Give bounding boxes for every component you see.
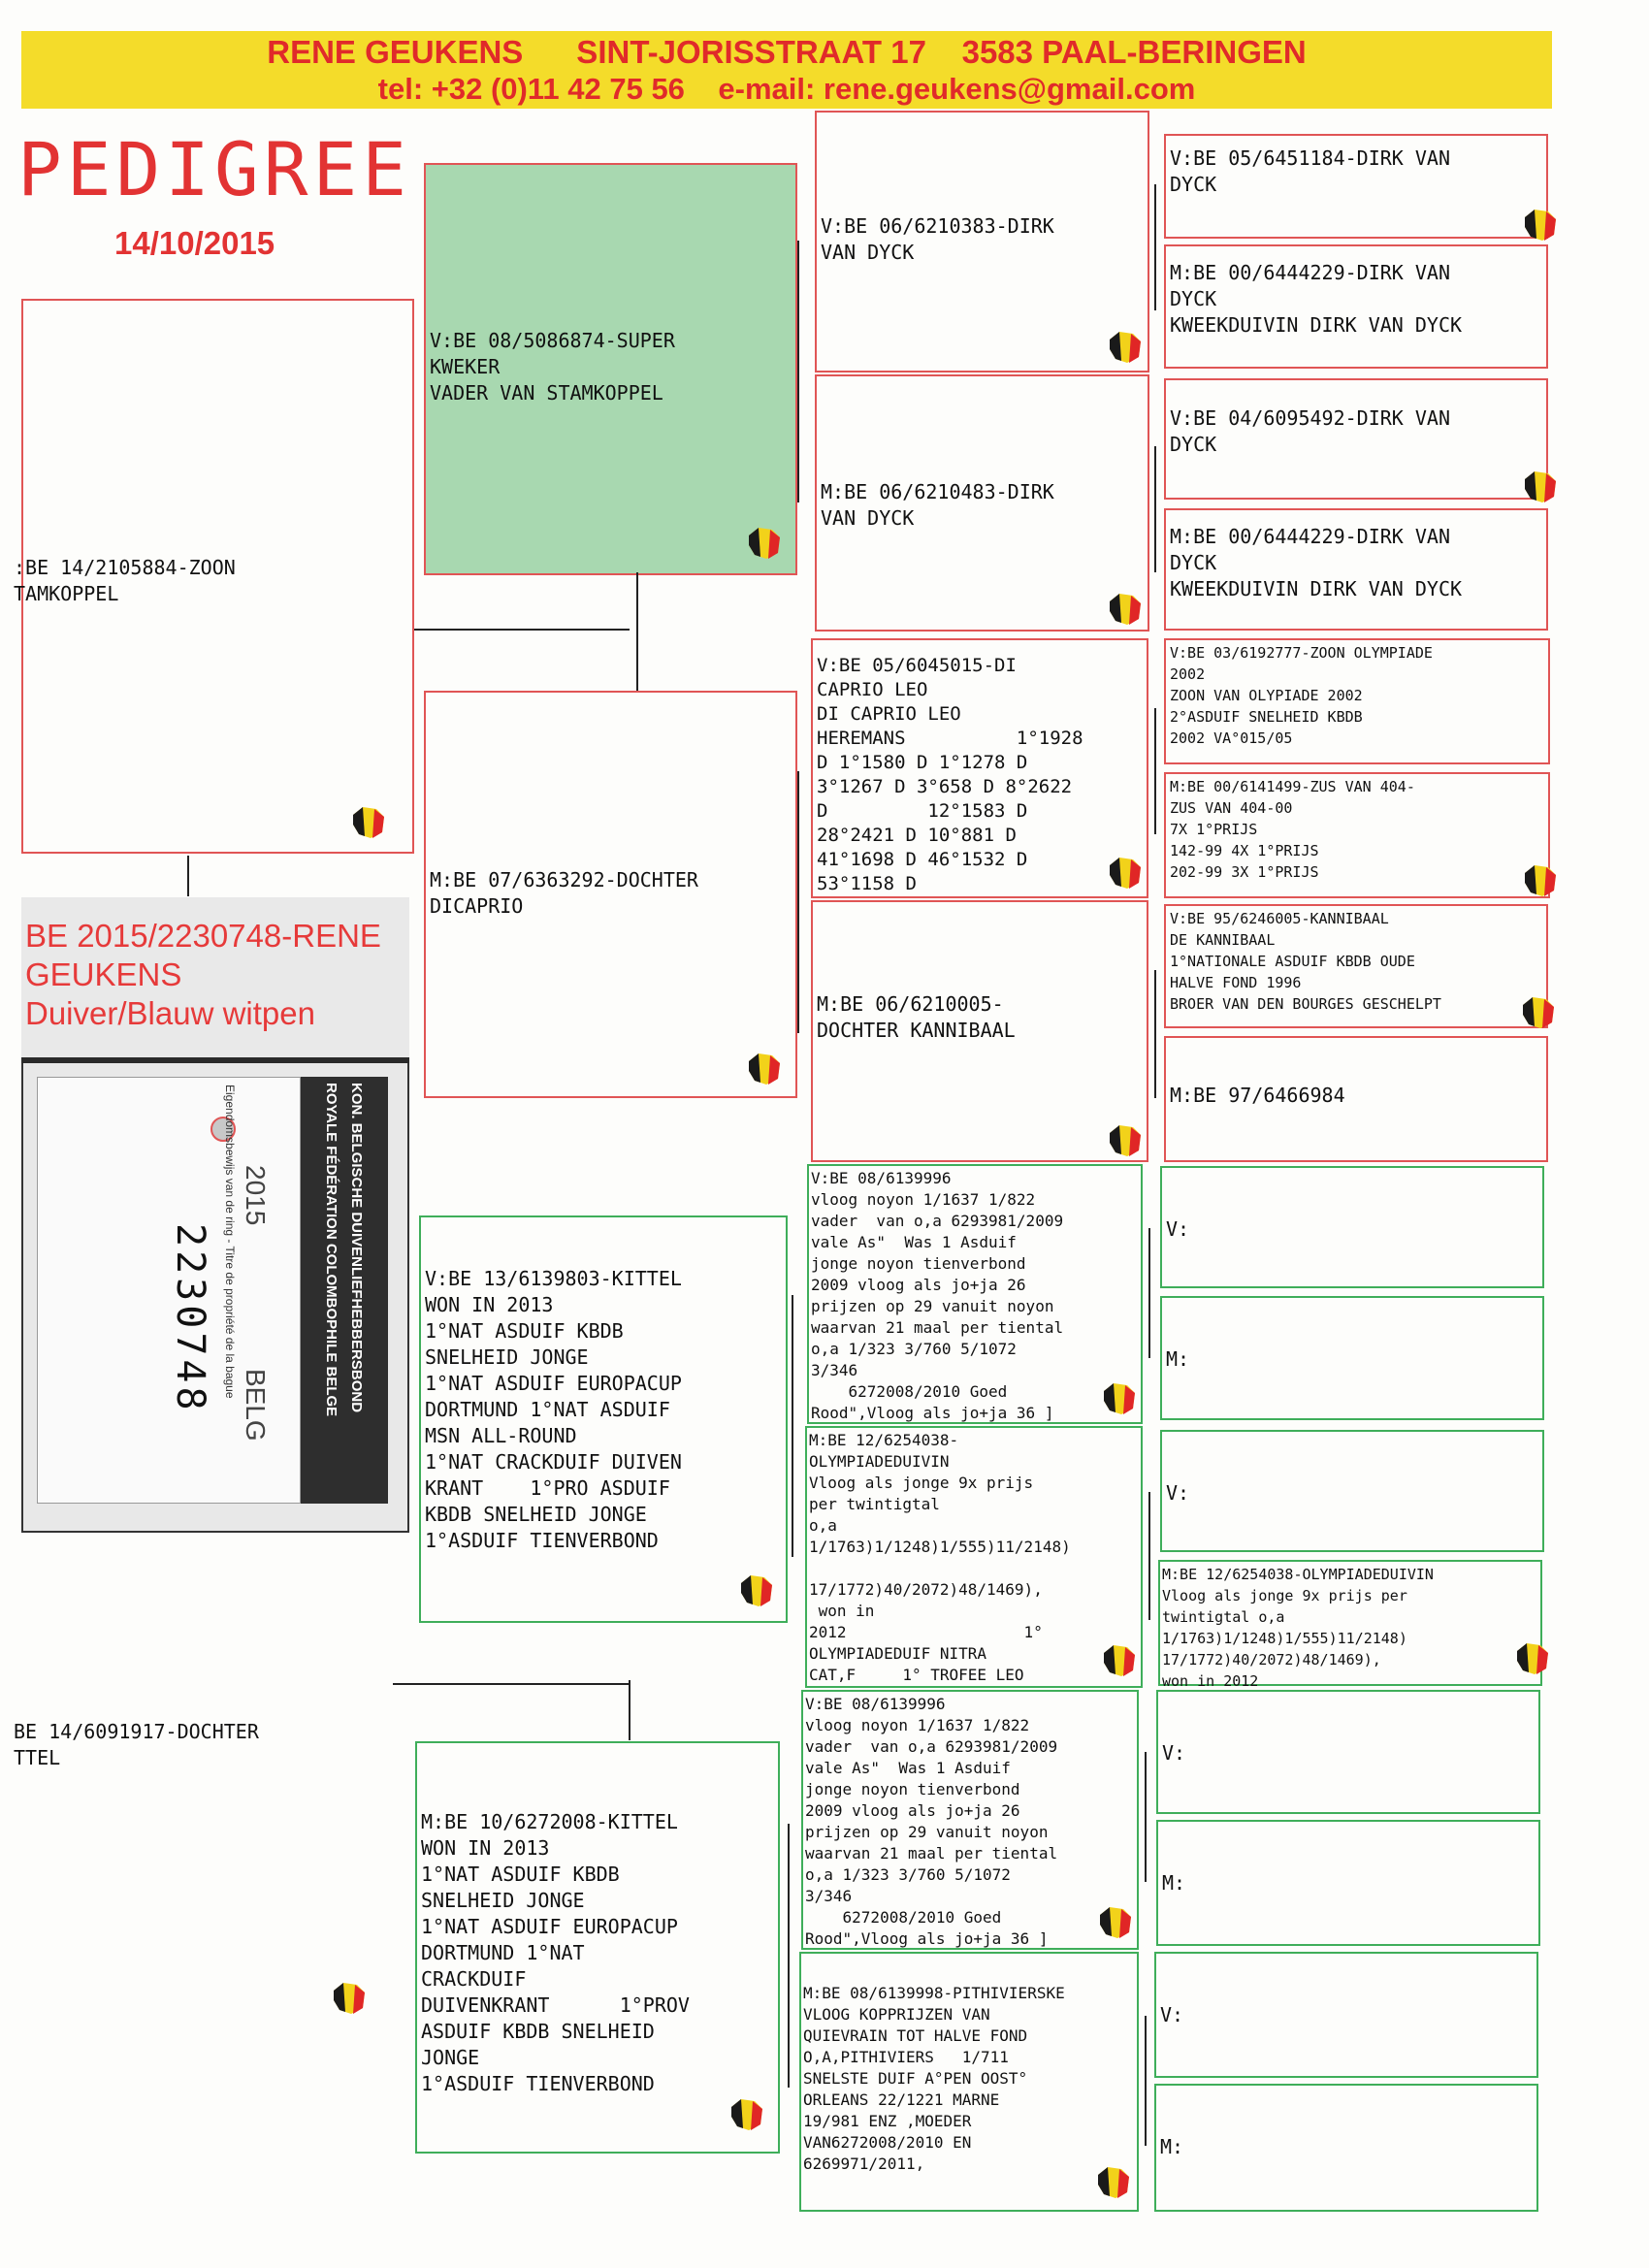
subject-sire-text: :BE 14/2105884-ZOON TAMKOPPEL: [14, 556, 236, 605]
belgian-map-flag-icon: [728, 2095, 766, 2134]
gen4-box-15: [1154, 1952, 1538, 2078]
ring-country: BELG: [241, 1369, 271, 1442]
page-title: PEDIGREE: [17, 126, 412, 212]
gen4-text-14: M:: [1162, 1871, 1186, 1895]
subject-dam-text: BE 14/6091917-DOCHTER TTEL: [14, 1720, 259, 1769]
gen3-box-8: [799, 1952, 1139, 2212]
contact-header: [21, 31, 1552, 109]
gen4-box-4: [1164, 508, 1548, 631]
gen3-box-2: [815, 374, 1149, 632]
gen4-text-9: V:: [1166, 1217, 1190, 1241]
gen2-sire-box: [424, 163, 797, 575]
bracket-gen4-2: [1154, 446, 1156, 572]
ring-owner-line: Eigendomsbewijs van de ring - Titre de propriété de la bague: [223, 1085, 237, 1399]
belgian-map-flag-icon: [1094, 2163, 1133, 2202]
gen3-text-8: M:BE 08/6139998-PITHIVIERSKE VLOOG KOPPRIJZEN VAN QUIEVRAIN TOT HALVE FOND O,A,PITHIVIERS 1/711 SNELSTE DUIF A°PEN OOST° ORLEANS 22/1221 MARNE 19/981 ENZ ,MOEDER VAN6272008/2010 EN 6269971/2011,: [803, 1984, 1065, 2173]
gen4-box-11: [1160, 1430, 1544, 1552]
gen4-box-8: [1164, 1036, 1548, 1162]
gen4-box-16: [1154, 2084, 1538, 2212]
gen4-text-7: V:BE 95/6246005-KANNIBAAL DE KANNIBAAL 1°NATIONALE ASDUIF KBDB OUDE HALVE FOND 1996 BROER VAN DEN BOURGES GESCHELPT: [1170, 910, 1441, 1013]
ring-number: 2230748: [168, 1223, 212, 1414]
bracket-gen4-5: [1148, 1228, 1150, 1358]
gen4-text-8: M:BE 97/6466984: [1170, 1084, 1345, 1107]
gen4-box-1: [1164, 134, 1548, 239]
connector-line-2: [393, 1683, 630, 1685]
gen2-dam-box: [424, 691, 797, 1098]
gen4-box-9: [1160, 1166, 1544, 1288]
gen4-text-2: M:BE 00/6444229-DIRK VAN DYCK KWEEKDUIVIN DIRK VAN DYCK: [1170, 261, 1463, 337]
header-name-address: RENE GEUKENS SINT-JORISSTRAAT 17 3583 PAAL-BERINGEN: [267, 34, 1307, 70]
gen4-box-6: [1164, 772, 1550, 898]
bracket-gen4-8: [1145, 2016, 1147, 2146]
belgian-map-flag-icon: [1106, 854, 1145, 892]
gen4-text-16: M:: [1160, 2135, 1184, 2158]
gen4-box-14: [1156, 1820, 1540, 1946]
pedigree-date: 14/10/2015: [114, 225, 275, 261]
gen2-sire2-box: [419, 1215, 788, 1623]
belgian-map-flag-icon: [1106, 328, 1145, 367]
gen3-box-3: [811, 638, 1148, 898]
gen2-dam2-text: M:BE 10/6272008-KITTEL WON IN 2013 1°NAT ASDUIF KBDB SNELHEID JONGE 1°NAT ASDUIF EUROPACUP DORTMUND 1°NAT CRACKDUIF DUIVENKRANT 1°PROV ASDUIF KBDB SNELHEID JONGE 1°ASDUIF TIENVERBOND: [421, 1810, 690, 2095]
belgian-map-flag-icon: [1106, 1121, 1145, 1160]
bracket-gen4-7: [1145, 1752, 1147, 1882]
connector-line-3: [187, 856, 189, 896]
gen3-text-2: M:BE 06/6210483-DIRK VAN DYCK: [821, 480, 1054, 530]
gen4-box-3: [1164, 378, 1548, 500]
gen4-text-13: V:: [1162, 1741, 1186, 1765]
bracket-gen3-b: [797, 771, 799, 1033]
belgian-map-flag-icon: [1100, 1641, 1139, 1680]
gen3-text-7: V:BE 08/6139996 vloog noyon 1/1637 1/822 vader van o,a 6293981/2009 vale As" Was 1 Asduif jonge noyon tienverbond 2009 vloog als jo+ja 26 prijzen op 29 vanuit noyon waarvan 21 maal per tiental o,a 1/323 3/760 5/1072 3/346 6272008/2010 Goed Rood",Vloog als jo+ja 36 ]: [805, 1695, 1058, 1948]
bracket-gen4-3: [1154, 708, 1156, 834]
gen3-box-6: [805, 1426, 1143, 1688]
belgian-map-flag-icon: [1106, 590, 1145, 629]
ring-year: 2015: [241, 1165, 271, 1226]
belgian-map-flag-icon: [1100, 1379, 1139, 1418]
ring-card-divider: [21, 1057, 409, 1063]
bracket-gen3-d: [788, 1824, 790, 2088]
belgian-map-flag-icon: [1513, 1639, 1552, 1678]
belgian-map-flag-icon: [349, 803, 388, 842]
gen3-text-3: V:BE 05/6045015-DI CAPRIO LEO DI CAPRIO LEO HEREMANS 1°1928 D 1°1580 D 1°1278 D 3°1267 D 3°658 D 8°2622 D 12°1583 D 28°2421 D 10°881 D 41°1698 D 46°1532 D 53°1158 D: [817, 655, 1083, 894]
gen4-box-2: [1164, 244, 1548, 369]
gen4-text-1: V:BE 05/6451184-DIRK VAN DYCK: [1170, 146, 1450, 196]
bracket-gen4-6: [1148, 1492, 1150, 1620]
connector-arrow-line-2: [629, 1680, 630, 1740]
gen4-text-12: M:BE 12/6254038-OLYMPIADEDUIVIN Vloog als jonge 9x prijs per twintigtal o,a 1/1763)1/1248)1/555)11/2148) 17/1772)40/2072)48/1469), won in 2012: [1162, 1566, 1434, 1690]
ring-label: BE 2015/2230748-RENE GEUKENS Duiver/Blauw witpen: [25, 918, 381, 1031]
gen4-box-13: [1156, 1690, 1540, 1814]
belgian-map-flag-icon: [1521, 861, 1560, 900]
belgian-map-flag-icon: [1521, 206, 1560, 244]
gen3-box-4: [811, 900, 1148, 1162]
bracket-gen4-4: [1154, 970, 1156, 1098]
ring-label-panel: [21, 897, 409, 1057]
gen4-text-6: M:BE 00/6141499-ZUS VAN 404- ZUS VAN 404-00 7X 1°PRIJS 142-99 4X 1°PRIJS 202-99 3X 1°PRIJS: [1170, 778, 1415, 881]
belgian-map-flag-icon: [745, 524, 784, 563]
gen2-sire-text: V:BE 08/5086874-SUPER KWEKER VADER VAN STAMKOPPEL: [430, 329, 675, 405]
ring-card-inner: [37, 1077, 301, 1504]
gen4-text-10: M:: [1166, 1347, 1190, 1371]
gen3-text-5: V:BE 08/6139996 vloog noyon 1/1637 1/822 vader van o,a 6293981/2009 vale As" Was 1 Asduif jonge noyon tienverbond 2009 vloog als jo+ja 26 prijzen op 29 vanuit noyon waarvan 21 maal per tiental o,a 1/323 3/760 5/1072 3/346 6272008/2010 Goed Rood",Vloog als jo+ja 36 ]: [811, 1169, 1064, 1422]
gen3-box-1: [815, 111, 1149, 373]
bracket-gen3-c: [792, 1295, 793, 1557]
gen3-text-1: V:BE 06/6210383-DIRK VAN DYCK: [821, 214, 1054, 264]
gen2-dam-text: M:BE 07/6363292-DOCHTER DICAPRIO: [430, 868, 698, 918]
bracket-gen3-a: [797, 241, 799, 502]
gen3-box-5: [807, 1164, 1143, 1424]
gen4-text-15: V:: [1160, 2003, 1184, 2026]
gen4-text-5: V:BE 03/6192777-ZOON OLYMPIADE 2002 ZOON VAN OLYPIADE 2002 2°ASDUIF SNELHEID KBDB 2002 VA°015/05: [1170, 644, 1433, 747]
federation-band: [301, 1077, 388, 1504]
gen3-text-4: M:BE 06/6210005- DOCHTER KANNIBAAL: [817, 992, 1016, 1042]
connector-line: [414, 629, 630, 631]
belgian-map-flag-icon: [1096, 1903, 1135, 1942]
gen4-box-5: [1164, 638, 1550, 764]
gen2-sire2-text: V:BE 13/6139803-KITTEL WON IN 2013 1°NAT ASDUIF KBDB SNELHEID JONGE 1°NAT ASDUIF EUROPACUP DORTMUND 1°NAT ASDUIF MSN ALL-ROUND 1°NAT CRACKDUIF DUIVEN KRANT 1°PRO ASDUIF KBDB SNELHEID JONGE 1°ASDUIF TIENVERBOND: [425, 1267, 682, 1552]
belgian-map-flag-icon: [745, 1050, 784, 1088]
belgian-map-flag-icon: [330, 1979, 369, 2018]
federation-nl: KON. BELGISCHE DUIVENLIEFHEBBERSBOND: [348, 1083, 365, 1413]
gen3-text-6: M:BE 12/6254038- OLYMPIADEDUIVIN Vloog als jonge 9x prijs per twintigtal o,a 1/1763)1/1248)1/555)11/2148) 17/1772)40/2072)48/1469), won in 2012 1° OLYMPIADEDUIF NITRA CAT,F 1° TROFEE LEO: [809, 1431, 1071, 1684]
gen4-box-12: [1158, 1560, 1542, 1690]
gen4-box-10: [1160, 1296, 1544, 1420]
federation-fr: ROYALE FÉDÉRATION COLOMBOPHILE BELGE: [323, 1083, 340, 1417]
bracket-gen4-1: [1154, 184, 1156, 310]
gen2-dam2-box: [415, 1741, 780, 2154]
gen4-box-7: [1164, 904, 1548, 1028]
gen4-text-11: V:: [1166, 1481, 1190, 1505]
belgian-map-flag-icon: [1519, 993, 1558, 1032]
gen3-box-7: [801, 1690, 1139, 1950]
connector-arrow-line: [636, 572, 638, 691]
belgian-map-flag-icon: [737, 1571, 776, 1610]
belgian-map-flag-icon: [1521, 468, 1560, 506]
gen4-text-3: V:BE 04/6095492-DIRK VAN DYCK: [1170, 406, 1450, 456]
gen4-text-4: M:BE 00/6444229-DIRK VAN DYCK KWEEKDUIVIN DIRK VAN DYCK: [1170, 525, 1463, 600]
header-contact: tel: +32 (0)11 42 75 56 e-mail: rene.geukens@gmail.com: [377, 72, 1196, 106]
